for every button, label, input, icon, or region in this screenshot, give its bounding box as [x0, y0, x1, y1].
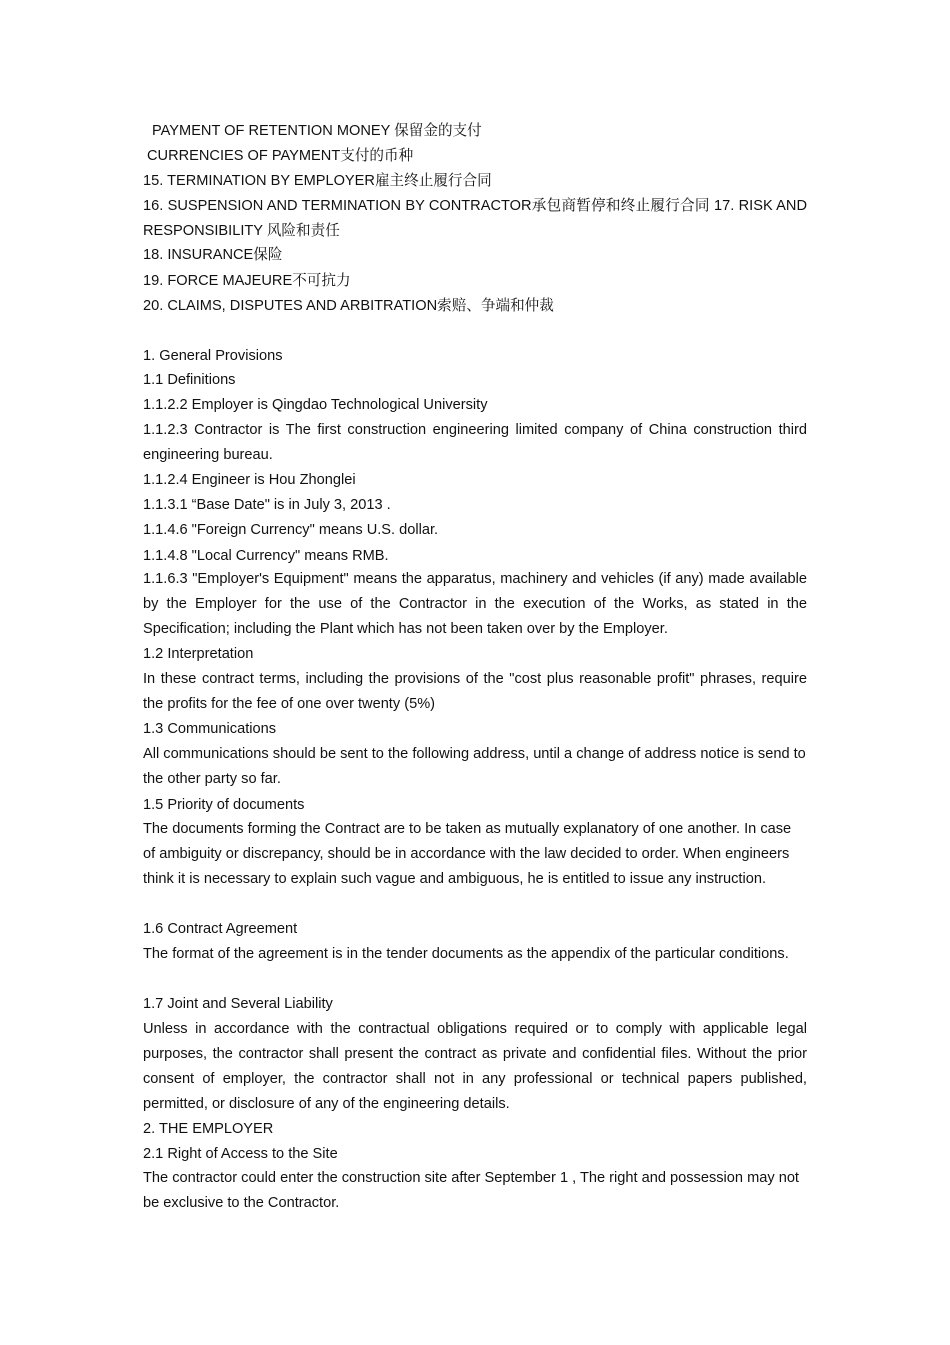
section-1-7-text: Unless in accordance with the contractual obligations required or to comply with applicable legal purposes, the contractor shall present the contract as private and confidential files. Without the prior consent of employer, the contractor shall not in any professional or technical papers published, permitted, or disclosure of any of the engineering details.: [143, 1021, 807, 1112]
section-1-3-heading: 1.3 Communications: [143, 721, 277, 737]
clause-1-1-2-4: 1.1.2.4 Engineer is Hou Zhonglei: [143, 472, 356, 488]
clause-1-1-3-1: 1.1.3.1 “Base Date" is in July 3, 2013 .: [143, 497, 391, 513]
section-1-3-text: All communications should be sent to the following address, until a change of address notice is send to the other party so far.: [143, 746, 806, 787]
toc-item-16-17: 16. SUSPENSION AND TERMINATION BY CONTRACTOR承包商暂停和终止履行合同 17. RISK AND RESPONSIBILITY 风险和责任: [143, 198, 807, 239]
section-1-2-heading: 1.2 Interpretation: [143, 646, 254, 662]
section-2-1-text: The contractor could enter the construction site after September 1 , The right and possession may not be exclusive to the Contractor.: [143, 1170, 799, 1211]
toc-item-15: 15. TERMINATION BY EMPLOYER雇主终止履行合同: [143, 173, 492, 189]
section-1-5-heading: 1.5 Priority of documents: [143, 797, 305, 813]
toc-item-18: 18. INSURANCE保险: [143, 247, 283, 263]
section-2-heading: 2. THE EMPLOYER: [143, 1121, 274, 1137]
section-1-2-text: In these contract terms, including the provisions of the "cost plus reasonable profit" phrases, require the profits for the fee of one over twenty (5%): [143, 671, 807, 712]
section-1-6-text: The format of the agreement is in the tender documents as the appendix of the particular conditions.: [143, 946, 789, 962]
section-1-6-heading: 1.6 Contract Agreement: [143, 921, 298, 937]
clause-1-1-4-6: 1.1.4.6 "Foreign Currency" means U.S. dollar.: [143, 522, 439, 538]
toc-item-20: 20. CLAIMS, DISPUTES AND ARBITRATION索赔、争端和仲裁: [143, 298, 554, 314]
section-1-5-text: The documents forming the Contract are to be taken as mutually explanatory of one another. In case of ambiguity or discrepancy, should be in accordance with the law decided to order. When engineers think it is necessary to explain such vague and ambiguous, he is entitled to issue any instruction.: [143, 821, 792, 887]
clause-1-1-2-3: 1.1.2.3 Contractor is The first construction engineering limited company of China construction third engineering bureau.: [143, 422, 807, 463]
section-1-1-heading: 1.1 Definitions: [143, 372, 236, 388]
section-2-1-heading: 2.1 Right of Access to the Site: [143, 1146, 338, 1162]
toc-currencies-of-payment: CURRENCIES OF PAYMENT支付的币种: [147, 148, 414, 164]
clause-1-1-2-2: 1.1.2.2 Employer is Qingdao Technological University: [143, 397, 488, 413]
section-1-7-heading: 1.7 Joint and Several Liability: [143, 996, 333, 1012]
clause-1-1-4-8: 1.1.4.8 "Local Currency" means RMB.: [143, 548, 389, 564]
toc-retention-money: PAYMENT OF RETENTION MONEY 保留金的支付: [152, 123, 482, 139]
clause-1-1-6-3: 1.1.6.3 "Employer's Equipment" means the apparatus, machinery and vehicles (if any) made available by the Employer for the use of the Contractor in the execution of the Works, as stated in the Specification; including the Plant which has not been taken over by the Employer.: [143, 571, 807, 637]
toc-item-19: 19. FORCE MAJEURE不可抗力: [143, 273, 351, 289]
section-1-heading: 1. General Provisions: [143, 348, 283, 364]
